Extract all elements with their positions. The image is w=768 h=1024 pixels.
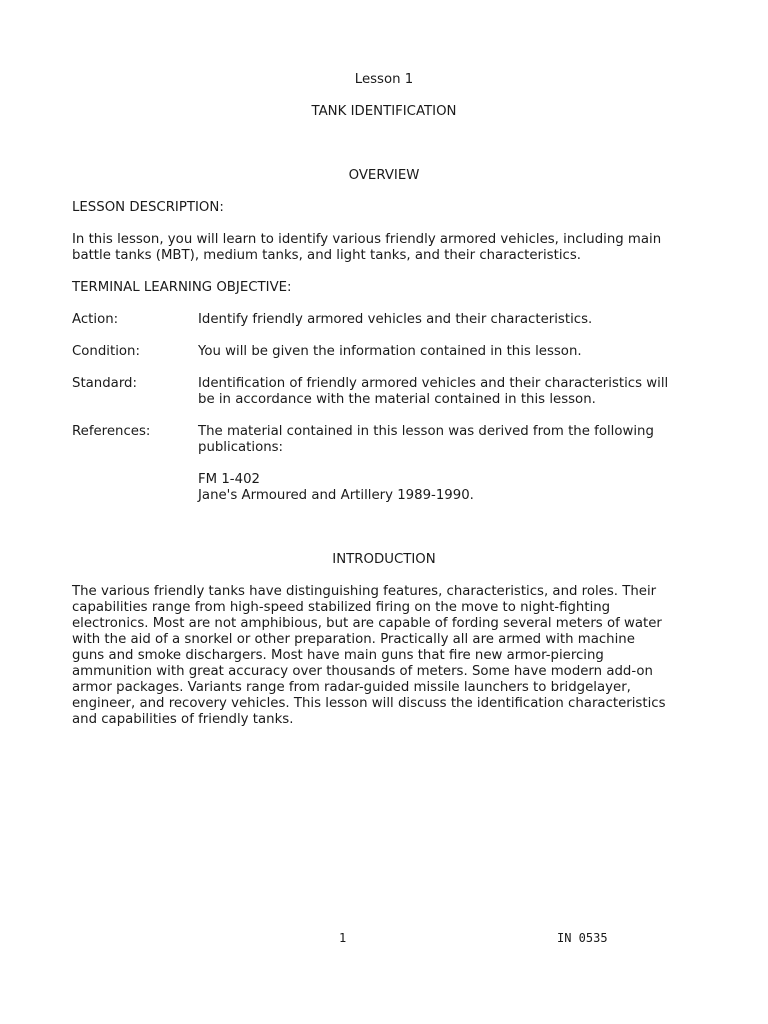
- intro-line: ammunition with great accuracy over thousands of meters. Some have modern add-on: [72, 664, 653, 679]
- document-code: IN 0535: [557, 931, 608, 945]
- intro-line: and capabilities of friendly tanks.: [72, 712, 294, 727]
- condition-label: Condition:: [72, 344, 140, 359]
- reference-item-2: Jane's Armoured and Artillery 1989-1990.: [198, 488, 474, 503]
- intro-line: electronics. Most are not amphibious, but are capable of fording several meters of water: [72, 616, 662, 631]
- references-line-1: The material contained in this lesson was derived from the following: [198, 424, 654, 439]
- lesson-title: TANK IDENTIFICATION: [311, 104, 457, 119]
- standard-line-1: Identification of friendly armored vehicles and their characteristics will: [198, 376, 669, 391]
- intro-line: with the aid of a snorkel or other preparation. Practically all are armed with machine: [72, 632, 635, 647]
- overview-heading: OVERVIEW: [348, 168, 420, 183]
- action-text: Identify friendly armored vehicles and their characteristics.: [198, 312, 593, 327]
- reference-item-1: FM 1-402: [198, 472, 260, 487]
- lesson-number: Lesson 1: [354, 72, 414, 87]
- references-line-2: publications:: [198, 440, 284, 455]
- intro-line: The various friendly tanks have distinguishing features, characteristics, and roles. Their: [72, 584, 657, 599]
- lesson-description-label: LESSON DESCRIPTION:: [72, 200, 224, 215]
- references-label: References:: [72, 424, 151, 439]
- intro-line: armor packages. Variants range from radar-guided missile launchers to bridgelayer,: [72, 680, 631, 695]
- introduction-paragraph: [72, 584, 702, 728]
- intro-line: capabilities range from high-speed stabilized firing on the move to night-fighting: [72, 600, 611, 615]
- standard-label: Standard:: [72, 376, 137, 391]
- intro-line: guns and smoke dischargers. Most have main guns that fire new armor-piercing: [72, 648, 604, 663]
- terminal-objective-label: TERMINAL LEARNING OBJECTIVE:: [72, 280, 292, 295]
- page-number: 1: [339, 931, 347, 945]
- lesson-description-text: In this lesson, you will learn to identify various friendly armored vehicles, including main battle tanks (MBT), medium tanks, and light tanks, and their characteristics.: [72, 232, 662, 263]
- condition-text: You will be given the information contained in this lesson.: [198, 344, 582, 359]
- intro-line: engineer, and recovery vehicles. This lesson will discuss the identification characteristics: [72, 696, 666, 711]
- action-label: Action:: [72, 312, 119, 327]
- standard-line-2: be in accordance with the material contained in this lesson.: [198, 392, 596, 407]
- introduction-heading: INTRODUCTION: [332, 552, 436, 567]
